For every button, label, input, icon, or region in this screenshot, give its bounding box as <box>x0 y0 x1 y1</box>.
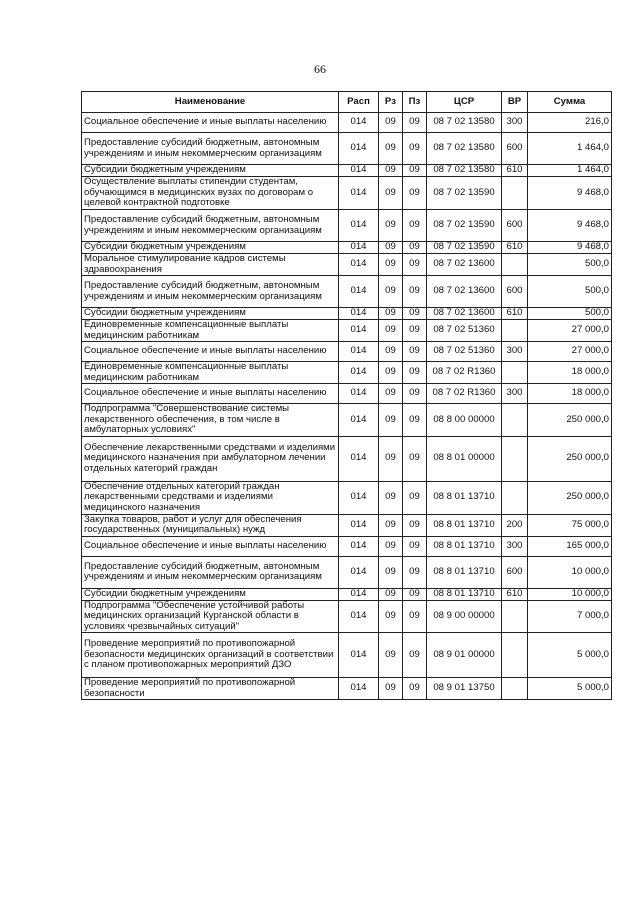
cell-csr: 08 7 02 13600 <box>427 254 502 276</box>
cell-rasp: 014 <box>339 165 379 177</box>
cell-rasp: 014 <box>339 588 379 600</box>
cell-rz: 09 <box>379 633 403 678</box>
cell-sum: 250 000,0 <box>528 481 612 514</box>
cell-rasp: 014 <box>339 113 379 133</box>
cell-name: Социальное обеспечение и иные выплаты населению <box>82 384 339 404</box>
table-row <box>82 308 612 320</box>
page-number: 66 <box>314 62 326 76</box>
cell-rasp: 014 <box>339 436 379 481</box>
cell-vr: 610 <box>502 242 528 254</box>
cell-vr: 610 <box>502 588 528 600</box>
cell-vr: 600 <box>502 556 528 588</box>
cell-vr <box>502 600 528 633</box>
cell-sum: 9 468,0 <box>528 242 612 254</box>
cell-csr: 08 8 01 13710 <box>427 588 502 600</box>
cell-vr: 610 <box>502 308 528 320</box>
cell-sum: 5 000,0 <box>528 678 612 700</box>
header-sum: Сумма <box>528 92 612 113</box>
cell-csr: 08 7 02 51360 <box>427 320 502 342</box>
table-row <box>82 514 612 536</box>
cell-rasp: 014 <box>339 514 379 536</box>
cell-rz: 09 <box>379 113 403 133</box>
cell-pz: 09 <box>403 536 427 556</box>
cell-name: Подпрограмма "Совершенствование системы лекарственного обеспечения, в том числе в амбулаторных условиях" <box>82 404 339 437</box>
cell-sum: 9 468,0 <box>528 210 612 242</box>
cell-pz: 09 <box>403 436 427 481</box>
cell-sum: 9 468,0 <box>528 177 612 210</box>
cell-name: Предоставление субсидий бюджетным, автономным учреждениям и иным некоммерческим организациям <box>82 210 339 242</box>
cell-vr <box>502 633 528 678</box>
cell-name: Осуществление выплаты стипендии студентам, обучающимся в медицинских вузах по договорам о целевой контрактной подготовке <box>82 177 339 210</box>
cell-name: Социальное обеспечение и иные выплаты населению <box>82 536 339 556</box>
cell-csr: 08 9 01 00000 <box>427 633 502 678</box>
header-pz: Пз <box>403 92 427 113</box>
cell-rz: 09 <box>379 481 403 514</box>
table-row <box>82 133 612 165</box>
cell-pz: 09 <box>403 320 427 342</box>
cell-name: Субсидии бюджетным учреждениям <box>82 588 339 600</box>
cell-csr: 08 7 02 13590 <box>427 177 502 210</box>
table-row <box>82 436 612 481</box>
cell-rasp: 014 <box>339 633 379 678</box>
table-row <box>82 600 612 633</box>
cell-pz: 09 <box>403 276 427 308</box>
cell-rasp: 014 <box>339 342 379 362</box>
table-header-row <box>82 92 612 113</box>
cell-pz: 09 <box>403 362 427 384</box>
cell-sum: 216,0 <box>528 113 612 133</box>
table-row <box>82 210 612 242</box>
cell-name: Подпрограмма "Обеспечение устойчивой работы медицинских организаций Курганской области в условиях чрезвычайных ситуаций" <box>82 600 339 633</box>
cell-rasp: 014 <box>339 276 379 308</box>
cell-name: Проведение мероприятий по противопожарной безопасности медицинских организаций в соответствии с планом противопожарных мероприятий ДЗО <box>82 633 339 678</box>
cell-csr: 08 7 02 13590 <box>427 210 502 242</box>
cell-pz: 09 <box>403 514 427 536</box>
table-row <box>82 320 612 342</box>
header-name: Наименование <box>82 92 339 113</box>
cell-name: Предоставление субсидий бюджетным, автономным учреждениям и иным некоммерческим организациям <box>82 133 339 165</box>
cell-vr: 600 <box>502 133 528 165</box>
cell-rasp: 014 <box>339 481 379 514</box>
table-row <box>82 633 612 678</box>
cell-rasp: 014 <box>339 678 379 700</box>
cell-name: Моральное стимулирование кадров системы здравоохранения <box>82 254 339 276</box>
cell-sum: 250 000,0 <box>528 404 612 437</box>
cell-pz: 09 <box>403 678 427 700</box>
header-csr: ЦСР <box>427 92 502 113</box>
cell-pz: 09 <box>403 600 427 633</box>
cell-rz: 09 <box>379 556 403 588</box>
cell-rz: 09 <box>379 384 403 404</box>
table-row <box>82 556 612 588</box>
cell-sum: 18 000,0 <box>528 362 612 384</box>
cell-name: Обеспечение лекарственными средствами и изделиями медицинского назначения при амбулаторном лечении отдельных категорий граждан <box>82 436 339 481</box>
cell-sum: 1 464,0 <box>528 165 612 177</box>
cell-pz: 09 <box>403 242 427 254</box>
cell-rz: 09 <box>379 320 403 342</box>
cell-vr <box>502 177 528 210</box>
cell-pz: 09 <box>403 113 427 133</box>
cell-name: Предоставление субсидий бюджетным, автономным учреждениям и иным некоммерческим организациям <box>82 276 339 308</box>
cell-rz: 09 <box>379 242 403 254</box>
cell-sum: 75 000,0 <box>528 514 612 536</box>
cell-pz: 09 <box>403 308 427 320</box>
cell-sum: 7 000,0 <box>528 600 612 633</box>
cell-csr: 08 9 00 00000 <box>427 600 502 633</box>
cell-rasp: 014 <box>339 133 379 165</box>
cell-vr: 300 <box>502 384 528 404</box>
cell-vr <box>502 404 528 437</box>
cell-pz: 09 <box>403 384 427 404</box>
cell-rz: 09 <box>379 308 403 320</box>
cell-csr: 08 7 02 13580 <box>427 133 502 165</box>
table-row <box>82 481 612 514</box>
cell-rasp: 014 <box>339 556 379 588</box>
cell-csr: 08 7 02 13590 <box>427 242 502 254</box>
cell-sum: 500,0 <box>528 276 612 308</box>
cell-vr: 300 <box>502 342 528 362</box>
cell-vr <box>502 481 528 514</box>
cell-vr <box>502 320 528 342</box>
cell-rasp: 014 <box>339 536 379 556</box>
cell-vr: 600 <box>502 276 528 308</box>
cell-sum: 5 000,0 <box>528 633 612 678</box>
cell-rz: 09 <box>379 254 403 276</box>
header-rz: Рз <box>379 92 403 113</box>
budget-table <box>81 91 612 700</box>
cell-sum: 27 000,0 <box>528 320 612 342</box>
cell-pz: 09 <box>403 404 427 437</box>
header-vr: ВР <box>502 92 528 113</box>
cell-rz: 09 <box>379 588 403 600</box>
cell-rz: 09 <box>379 362 403 384</box>
header-rasp: Расп <box>339 92 379 113</box>
cell-rasp: 014 <box>339 362 379 384</box>
table-row <box>82 362 612 384</box>
cell-rz: 09 <box>379 342 403 362</box>
cell-sum: 10 000,0 <box>528 588 612 600</box>
cell-csr: 08 8 01 13710 <box>427 536 502 556</box>
cell-rz: 09 <box>379 436 403 481</box>
cell-rasp: 014 <box>339 600 379 633</box>
table-row <box>82 254 612 276</box>
cell-name: Единовременные компенсационные выплаты медицинским работникам <box>82 362 339 384</box>
cell-name: Субсидии бюджетным учреждениям <box>82 308 339 320</box>
table-row <box>82 177 612 210</box>
table-row <box>82 678 612 700</box>
cell-name: Предоставление субсидий бюджетным, автономным учреждениям и иным некоммерческим организациям <box>82 556 339 588</box>
table-row <box>82 342 612 362</box>
cell-rz: 09 <box>379 678 403 700</box>
cell-csr: 08 7 02 13580 <box>427 113 502 133</box>
cell-rz: 09 <box>379 210 403 242</box>
cell-rz: 09 <box>379 133 403 165</box>
cell-pz: 09 <box>403 133 427 165</box>
cell-csr: 08 7 02 13580 <box>427 165 502 177</box>
cell-sum: 1 464,0 <box>528 133 612 165</box>
cell-csr: 08 8 01 00000 <box>427 436 502 481</box>
cell-sum: 250 000,0 <box>528 436 612 481</box>
cell-name: Единовременные компенсационные выплаты медицинским работникам <box>82 320 339 342</box>
cell-csr: 08 8 01 13710 <box>427 481 502 514</box>
cell-pz: 09 <box>403 254 427 276</box>
cell-csr: 08 8 01 13710 <box>427 556 502 588</box>
cell-csr: 08 8 00 00000 <box>427 404 502 437</box>
cell-sum: 10 000,0 <box>528 556 612 588</box>
cell-vr: 300 <box>502 536 528 556</box>
cell-name: Обеспечение отдельных категорий граждан лекарственными средствами и изделиями медицинского назначения <box>82 481 339 514</box>
cell-vr <box>502 436 528 481</box>
table-row <box>82 165 612 177</box>
cell-vr <box>502 362 528 384</box>
cell-name: Закупка товаров, работ и услуг для обеспечения государственных (муниципальных) нужд <box>82 514 339 536</box>
cell-vr: 200 <box>502 514 528 536</box>
table-row <box>82 588 612 600</box>
cell-pz: 09 <box>403 633 427 678</box>
cell-sum: 500,0 <box>528 308 612 320</box>
cell-vr: 610 <box>502 165 528 177</box>
cell-sum: 165 000,0 <box>528 536 612 556</box>
cell-rasp: 014 <box>339 320 379 342</box>
cell-rz: 09 <box>379 404 403 437</box>
cell-pz: 09 <box>403 556 427 588</box>
cell-pz: 09 <box>403 588 427 600</box>
cell-csr: 08 7 02 13600 <box>427 276 502 308</box>
cell-pz: 09 <box>403 210 427 242</box>
cell-csr: 08 8 01 13710 <box>427 514 502 536</box>
cell-name: Социальное обеспечение и иные выплаты населению <box>82 113 339 133</box>
cell-name: Субсидии бюджетным учреждениям <box>82 165 339 177</box>
cell-rasp: 014 <box>339 210 379 242</box>
cell-rz: 09 <box>379 177 403 210</box>
cell-vr: 300 <box>502 113 528 133</box>
cell-rz: 09 <box>379 514 403 536</box>
cell-name: Субсидии бюджетным учреждениям <box>82 242 339 254</box>
cell-csr: 08 7 02 R1360 <box>427 362 502 384</box>
cell-pz: 09 <box>403 342 427 362</box>
cell-csr: 08 7 02 13600 <box>427 308 502 320</box>
table-row <box>82 276 612 308</box>
cell-rasp: 014 <box>339 242 379 254</box>
cell-rasp: 014 <box>339 308 379 320</box>
cell-vr: 600 <box>502 210 528 242</box>
cell-rasp: 014 <box>339 254 379 276</box>
cell-pz: 09 <box>403 481 427 514</box>
cell-rz: 09 <box>379 536 403 556</box>
cell-name: Социальное обеспечение и иные выплаты населению <box>82 342 339 362</box>
cell-pz: 09 <box>403 165 427 177</box>
cell-csr: 08 9 01 13750 <box>427 678 502 700</box>
cell-vr <box>502 254 528 276</box>
table-row <box>82 404 612 437</box>
cell-rasp: 014 <box>339 177 379 210</box>
cell-sum: 500,0 <box>528 254 612 276</box>
cell-rasp: 014 <box>339 384 379 404</box>
cell-sum: 27 000,0 <box>528 342 612 362</box>
cell-rz: 09 <box>379 600 403 633</box>
cell-rasp: 014 <box>339 404 379 437</box>
cell-rz: 09 <box>379 165 403 177</box>
cell-vr <box>502 678 528 700</box>
table-row <box>82 536 612 556</box>
cell-csr: 08 7 02 51360 <box>427 342 502 362</box>
cell-name: Проведение мероприятий по противопожарной безопасности <box>82 678 339 700</box>
table-row <box>82 384 612 404</box>
cell-rz: 09 <box>379 276 403 308</box>
cell-sum: 18 000,0 <box>528 384 612 404</box>
cell-csr: 08 7 02 R1360 <box>427 384 502 404</box>
table-row <box>82 242 612 254</box>
cell-pz: 09 <box>403 177 427 210</box>
table-row <box>82 113 612 133</box>
